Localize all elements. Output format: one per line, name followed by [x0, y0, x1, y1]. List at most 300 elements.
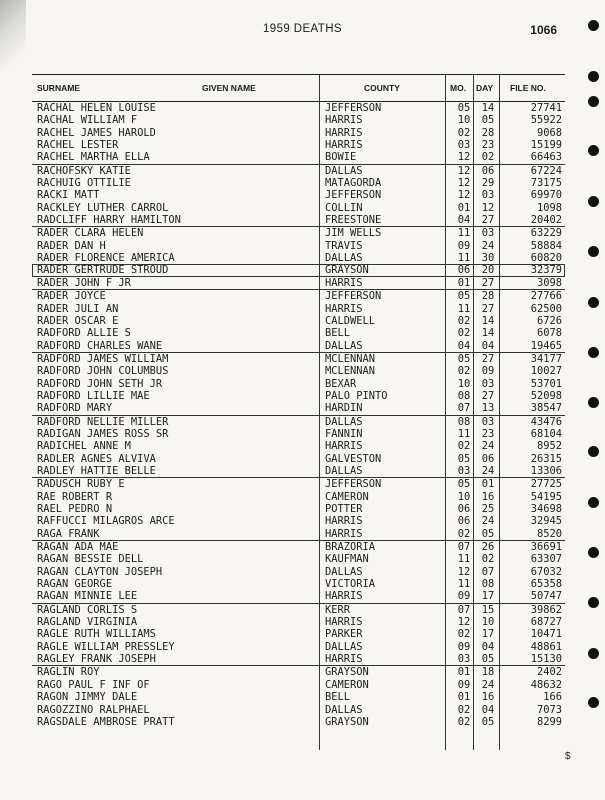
- file-number-cell: 39862: [530, 603, 562, 616]
- day-cell: 24: [481, 678, 495, 691]
- county-cell: GALVESTON: [325, 452, 382, 465]
- month-cell: 12: [457, 151, 471, 164]
- table-row: [32, 378, 565, 390]
- name-cell: RACHAL HELEN LOUISE: [37, 102, 156, 114]
- day-cell: 07: [481, 565, 495, 578]
- month-cell: 12: [457, 616, 471, 629]
- name-cell: RADER JULI AN: [37, 302, 119, 315]
- month-cell: 09: [457, 678, 471, 691]
- file-number-cell: 8299: [536, 715, 562, 728]
- day-cell: 20: [481, 264, 495, 277]
- county-cell: HARRIS: [325, 139, 363, 152]
- file-number-cell: 9068: [536, 126, 562, 139]
- day-cell: 26: [481, 541, 495, 554]
- binder-hole-icon: [588, 648, 599, 659]
- month-cell: 10: [457, 490, 471, 503]
- name-cell: RADIGAN JAMES ROSS SR: [37, 427, 169, 440]
- col-surname: SURNAME: [37, 83, 80, 93]
- name-cell: RAGSDALE AMBROSE PRATT: [37, 715, 175, 728]
- deaths-table: [32, 74, 565, 728]
- month-cell: 02: [457, 327, 471, 340]
- file-number-cell: 63307: [530, 553, 562, 566]
- file-number-cell: 48632: [530, 678, 562, 691]
- county-cell: HARDIN: [325, 402, 363, 415]
- county-cell: DALLAS: [325, 252, 363, 265]
- month-cell: 01: [457, 691, 471, 704]
- table-row: [32, 303, 565, 315]
- table-row: [32, 365, 565, 377]
- day-cell: 16: [481, 490, 495, 503]
- table-row: [32, 240, 565, 252]
- county-cell: DALLAS: [325, 703, 363, 716]
- month-cell: 11: [457, 227, 471, 240]
- day-cell: 06: [481, 452, 495, 465]
- county-cell: BEXAR: [325, 377, 357, 390]
- month-cell: 07: [457, 541, 471, 554]
- county-cell: BELL: [325, 327, 351, 340]
- name-cell: RACHEL JAMES HAROLD: [37, 126, 156, 139]
- table-header: [32, 75, 565, 102]
- file-number-cell: 60820: [530, 252, 562, 265]
- name-cell: RAGAN GEORGE: [37, 578, 113, 591]
- table-row: [32, 465, 565, 478]
- day-cell: 12: [481, 201, 495, 214]
- table-row: [32, 139, 565, 151]
- county-cell: JEFFERSON: [325, 478, 382, 491]
- binder-hole-icon: [588, 20, 599, 31]
- name-cell: RACHUIG OTTILIE: [37, 177, 131, 190]
- file-number-cell: 68727: [530, 616, 562, 629]
- month-cell: 02: [457, 440, 471, 453]
- table-row: [32, 402, 565, 415]
- day-cell: 14: [481, 314, 495, 327]
- day-cell: 05: [481, 653, 495, 666]
- file-number-cell: 73175: [530, 177, 562, 190]
- day-cell: 18: [481, 666, 495, 679]
- county-cell: HARRIS: [325, 515, 363, 528]
- name-cell: RAGAN CLAYTON JOSEPH: [37, 565, 163, 578]
- col-given-name: GIVEN NAME: [202, 83, 256, 93]
- file-number-cell: 27741: [530, 102, 562, 114]
- day-cell: 05: [481, 527, 495, 540]
- month-cell: 02: [457, 703, 471, 716]
- file-number-cell: 48861: [530, 640, 562, 653]
- binder-hole-icon: [588, 96, 599, 107]
- name-cell: RACHEL MARTHA ELLA: [37, 151, 150, 164]
- day-cell: 24: [481, 239, 495, 252]
- month-cell: 05: [457, 102, 471, 114]
- day-cell: 25: [481, 503, 495, 515]
- day-cell: 17: [481, 590, 495, 603]
- table-row: [32, 578, 565, 590]
- month-cell: 06: [457, 503, 471, 515]
- col-file-no: FILE NO.: [510, 83, 546, 93]
- month-cell: 09: [457, 239, 471, 252]
- file-number-cell: 15199: [530, 139, 562, 152]
- month-cell: 12: [457, 189, 471, 202]
- county-cell: CAMERON: [325, 678, 369, 691]
- county-cell: FANNIN: [325, 427, 363, 440]
- table-row: [32, 528, 565, 541]
- file-number-cell: 68104: [530, 427, 562, 440]
- name-cell: RADFORD ALLIE S: [37, 327, 131, 340]
- name-cell: RAGOZZINO RALPHAEL: [37, 703, 150, 716]
- name-cell: RAGAN MINNIE LEE: [37, 590, 138, 603]
- day-cell: 05: [481, 715, 495, 728]
- table-row: [32, 666, 565, 678]
- name-cell: RAGAN BESSIE DELL: [37, 553, 144, 566]
- table-row: [32, 566, 565, 578]
- table-row: [32, 453, 565, 465]
- binder-hole-icon: [588, 297, 599, 308]
- county-cell: JEFFERSON: [325, 102, 382, 114]
- table-row: [32, 416, 565, 428]
- table-row: [32, 177, 565, 189]
- county-cell: TRAVIS: [325, 239, 363, 252]
- table-row: [32, 315, 565, 327]
- day-cell: 23: [481, 139, 495, 152]
- day-cell: 27: [481, 302, 495, 315]
- col-month: MO.: [450, 83, 467, 93]
- month-cell: 02: [457, 715, 471, 728]
- name-cell: RADER JOHN F JR: [37, 276, 131, 289]
- name-cell: RAGO PAUL F INF OF: [37, 678, 150, 691]
- name-cell: RADFORD LILLIE MAE: [37, 389, 150, 402]
- county-cell: HARRIS: [325, 653, 363, 666]
- month-cell: 10: [457, 377, 471, 390]
- month-cell: 08: [457, 389, 471, 402]
- table-row: [32, 503, 565, 515]
- month-cell: 08: [457, 415, 471, 428]
- county-cell: DALLAS: [325, 464, 363, 477]
- table-row: [32, 189, 565, 201]
- month-cell: 11: [457, 578, 471, 591]
- county-cell: JEFFERSON: [325, 290, 382, 303]
- county-cell: HARRIS: [325, 590, 363, 603]
- file-number-cell: 15130: [530, 653, 562, 666]
- file-number-cell: 26315: [530, 452, 562, 465]
- county-cell: MCLENNAN: [325, 352, 376, 365]
- day-cell: 03: [481, 415, 495, 428]
- file-number-cell: 62500: [530, 302, 562, 315]
- table-row: [32, 428, 565, 440]
- table-row: [32, 691, 565, 703]
- binder-hole-icon: [588, 347, 599, 358]
- month-cell: 09: [457, 640, 471, 653]
- name-cell: RADER CLARA HELEN: [37, 227, 144, 240]
- table-row: [32, 478, 565, 490]
- table-row: [32, 202, 565, 214]
- name-cell: RAEL PEDRO N: [37, 503, 113, 515]
- county-cell: KERR: [325, 603, 351, 616]
- table-row: [32, 440, 565, 452]
- county-cell: GRAYSON: [325, 264, 369, 277]
- binder-hole-icon: [588, 246, 599, 257]
- day-cell: 24: [481, 515, 495, 528]
- county-cell: HARRIS: [325, 440, 363, 453]
- name-cell: RADFORD CHARLES WANE: [37, 339, 163, 352]
- name-cell: RAGA FRANK: [37, 527, 100, 540]
- file-number-cell: 55922: [530, 114, 562, 127]
- day-cell: 14: [481, 327, 495, 340]
- name-cell: RAGLEY FRANK JOSEPH: [37, 653, 156, 666]
- name-cell: RADICHEL ANNE M: [37, 440, 131, 453]
- month-cell: 03: [457, 653, 471, 666]
- name-cell: RACHOFSKY KATIE: [37, 164, 131, 177]
- county-cell: HARRIS: [325, 276, 363, 289]
- month-cell: 05: [457, 290, 471, 303]
- county-cell: MATAGORDA: [325, 177, 382, 190]
- file-number-cell: 27766: [530, 290, 562, 303]
- file-number-cell: 53701: [530, 377, 562, 390]
- binder-hole-icon: [588, 697, 599, 708]
- month-cell: 01: [457, 276, 471, 289]
- month-cell: 02: [457, 314, 471, 327]
- file-number-cell: 20402: [530, 214, 562, 227]
- county-cell: CALDWELL: [325, 314, 376, 327]
- name-cell: RADFORD NELLIE MILLER: [37, 415, 169, 428]
- file-number-cell: 63229: [530, 227, 562, 240]
- name-cell: RAGLE RUTH WILLIAMS: [37, 628, 156, 641]
- month-cell: 06: [457, 264, 471, 277]
- name-cell: RADCLIFF HARRY HAMILTON: [37, 214, 181, 227]
- county-cell: HARRIS: [325, 126, 363, 139]
- name-cell: RADER OSCAR E: [37, 314, 119, 327]
- county-cell: FREESTONE: [325, 214, 382, 227]
- month-cell: 04: [457, 339, 471, 352]
- table-row: [32, 641, 565, 653]
- table-row: [32, 616, 565, 628]
- name-cell: RAFFUCCI MILAGROS ARCE: [37, 515, 175, 528]
- page-number: 1066: [530, 23, 557, 37]
- table-row: [32, 151, 565, 164]
- day-cell: 27: [481, 276, 495, 289]
- table-row: [32, 290, 565, 302]
- table-row: [32, 227, 565, 239]
- county-cell: POTTER: [325, 503, 363, 515]
- month-cell: 12: [457, 164, 471, 177]
- month-cell: 11: [457, 252, 471, 265]
- day-cell: 04: [481, 703, 495, 716]
- county-cell: PARKER: [325, 628, 363, 641]
- county-cell: DALLAS: [325, 640, 363, 653]
- binder-hole-icon: [588, 597, 599, 608]
- county-cell: JIM WELLS: [325, 227, 382, 240]
- file-number-cell: 10027: [530, 365, 562, 378]
- county-cell: JEFFERSON: [325, 189, 382, 202]
- day-cell: 27: [481, 352, 495, 365]
- file-number-cell: 67032: [530, 565, 562, 578]
- file-number-cell: 27725: [530, 478, 562, 491]
- month-cell: 11: [457, 427, 471, 440]
- day-cell: 03: [481, 377, 495, 390]
- file-number-cell: 65358: [530, 578, 562, 591]
- table-row: [32, 491, 565, 503]
- name-cell: RADER GERTRUDE STROUD: [37, 264, 169, 277]
- file-number-cell: 52098: [530, 389, 562, 402]
- county-cell: VICTORIA: [325, 578, 376, 591]
- table-row: [32, 277, 565, 290]
- county-cell: COLLIN: [325, 201, 363, 214]
- file-number-cell: 2402: [536, 666, 562, 679]
- county-cell: BOWIE: [325, 151, 357, 164]
- county-cell: GRAYSON: [325, 666, 369, 679]
- day-cell: 29: [481, 177, 495, 190]
- name-cell: RADER FLORENCE AMERICA: [37, 252, 175, 265]
- name-cell: RAGLAND CORLIS S: [37, 603, 138, 616]
- name-cell: RACKI MATT: [37, 189, 100, 202]
- file-number-cell: 50747: [530, 590, 562, 603]
- file-number-cell: 34177: [530, 352, 562, 365]
- table-row: [32, 628, 565, 640]
- day-cell: 14: [481, 102, 495, 114]
- month-cell: 03: [457, 139, 471, 152]
- day-cell: 24: [481, 464, 495, 477]
- month-cell: 02: [457, 527, 471, 540]
- name-cell: RAGLE WILLIAM PRESSLEY: [37, 640, 175, 653]
- month-cell: 11: [457, 302, 471, 315]
- table-row: [32, 102, 565, 114]
- day-cell: 09: [481, 365, 495, 378]
- month-cell: 12: [457, 565, 471, 578]
- month-cell: 02: [457, 628, 471, 641]
- day-cell: 24: [481, 440, 495, 453]
- day-cell: 28: [481, 126, 495, 139]
- name-cell: RADFORD MARY: [37, 402, 113, 415]
- day-cell: 01: [481, 478, 495, 491]
- day-cell: 17: [481, 628, 495, 641]
- day-cell: 04: [481, 339, 495, 352]
- name-cell: RACHEL LESTER: [37, 139, 119, 152]
- name-cell: RADUSCH RUBY E: [37, 478, 125, 491]
- name-cell: RAGAN ADA MAE: [37, 541, 119, 554]
- name-cell: RADER DAN H: [37, 239, 106, 252]
- name-cell: RADFORD JOHN COLUMBUS: [37, 365, 169, 378]
- name-cell: RACHAL WILLIAM F: [37, 114, 138, 127]
- file-number-cell: 34698: [530, 503, 562, 515]
- table-row: [32, 515, 565, 527]
- county-cell: HARRIS: [325, 616, 363, 629]
- month-cell: 02: [457, 126, 471, 139]
- day-cell: 03: [481, 189, 495, 202]
- month-cell: 05: [457, 352, 471, 365]
- day-cell: 10: [481, 616, 495, 629]
- month-cell: 03: [457, 464, 471, 477]
- table-row: [32, 114, 565, 126]
- county-cell: CAMERON: [325, 490, 369, 503]
- file-number-cell: 13306: [530, 464, 562, 477]
- day-cell: 27: [481, 389, 495, 402]
- file-number-cell: 32379: [530, 264, 562, 277]
- file-number-cell: 8952: [536, 440, 562, 453]
- day-cell: 06: [481, 164, 495, 177]
- table-row: [32, 165, 565, 177]
- binder-hole-icon: [588, 547, 599, 558]
- month-cell: 10: [457, 114, 471, 127]
- month-cell: 05: [457, 478, 471, 491]
- table-body: [32, 102, 565, 728]
- day-cell: 30: [481, 252, 495, 265]
- footer-mark: $: [565, 751, 571, 762]
- table-row: [32, 327, 565, 339]
- table-row: [32, 353, 565, 365]
- file-number-cell: 67224: [530, 164, 562, 177]
- table-row: [32, 553, 565, 565]
- file-number-cell: 66463: [530, 151, 562, 164]
- county-cell: KAUFMAN: [325, 553, 369, 566]
- file-number-cell: 32945: [530, 515, 562, 528]
- day-cell: 04: [481, 640, 495, 653]
- month-cell: 01: [457, 666, 471, 679]
- table-row: [32, 604, 565, 616]
- county-cell: DALLAS: [325, 415, 363, 428]
- name-cell: RADER JOYCE: [37, 290, 106, 303]
- file-number-cell: 58884: [530, 239, 562, 252]
- file-number-cell: 8520: [536, 527, 562, 540]
- month-cell: 01: [457, 201, 471, 214]
- col-day: DAY: [476, 83, 494, 93]
- table-row: [32, 590, 565, 603]
- county-cell: DALLAS: [325, 565, 363, 578]
- day-cell: 23: [481, 427, 495, 440]
- month-cell: 07: [457, 603, 471, 616]
- month-cell: 02: [457, 365, 471, 378]
- file-number-cell: 166: [543, 691, 562, 704]
- table-row: [32, 340, 565, 353]
- day-cell: 02: [481, 151, 495, 164]
- file-number-cell: 54195: [530, 490, 562, 503]
- table-row: [32, 264, 565, 276]
- name-cell: RADLEY HATTIE BELLE: [37, 464, 156, 477]
- file-number-cell: 1098: [536, 201, 562, 214]
- day-cell: 05: [481, 114, 495, 127]
- day-cell: 03: [481, 227, 495, 240]
- county-cell: DALLAS: [325, 164, 363, 177]
- table-row: [32, 127, 565, 139]
- county-cell: GRAYSON: [325, 715, 369, 728]
- county-cell: BELL: [325, 691, 351, 704]
- file-number-cell: 7073: [536, 703, 562, 716]
- name-cell: RADFORD JOHN SETH JR: [37, 377, 163, 390]
- name-cell: RADFORD JAMES WILLIAM: [37, 352, 169, 365]
- day-cell: 02: [481, 553, 495, 566]
- table-row: [32, 252, 565, 264]
- table-row: [32, 679, 565, 691]
- month-cell: 07: [457, 402, 471, 415]
- county-cell: DALLAS: [325, 339, 363, 352]
- binder-hole-icon: [588, 145, 599, 156]
- day-cell: 08: [481, 578, 495, 591]
- county-cell: HARRIS: [325, 527, 363, 540]
- table-row: [32, 704, 565, 716]
- county-cell: MCLENNAN: [325, 365, 376, 378]
- table-row: [32, 214, 565, 227]
- month-cell: 12: [457, 177, 471, 190]
- name-cell: RAE ROBERT R: [37, 490, 113, 503]
- binder-hole-icon: [588, 497, 599, 508]
- day-cell: 16: [481, 691, 495, 704]
- county-cell: PALO PINTO: [325, 389, 388, 402]
- file-number-cell: 10471: [530, 628, 562, 641]
- county-cell: HARRIS: [325, 114, 363, 127]
- file-number-cell: 19465: [530, 339, 562, 352]
- file-number-cell: 6078: [536, 327, 562, 340]
- table-row: [32, 390, 565, 402]
- month-cell: 05: [457, 452, 471, 465]
- name-cell: RADLER AGNES ALVIVA: [37, 452, 156, 465]
- county-cell: HARRIS: [325, 302, 363, 315]
- file-number-cell: 69970: [530, 189, 562, 202]
